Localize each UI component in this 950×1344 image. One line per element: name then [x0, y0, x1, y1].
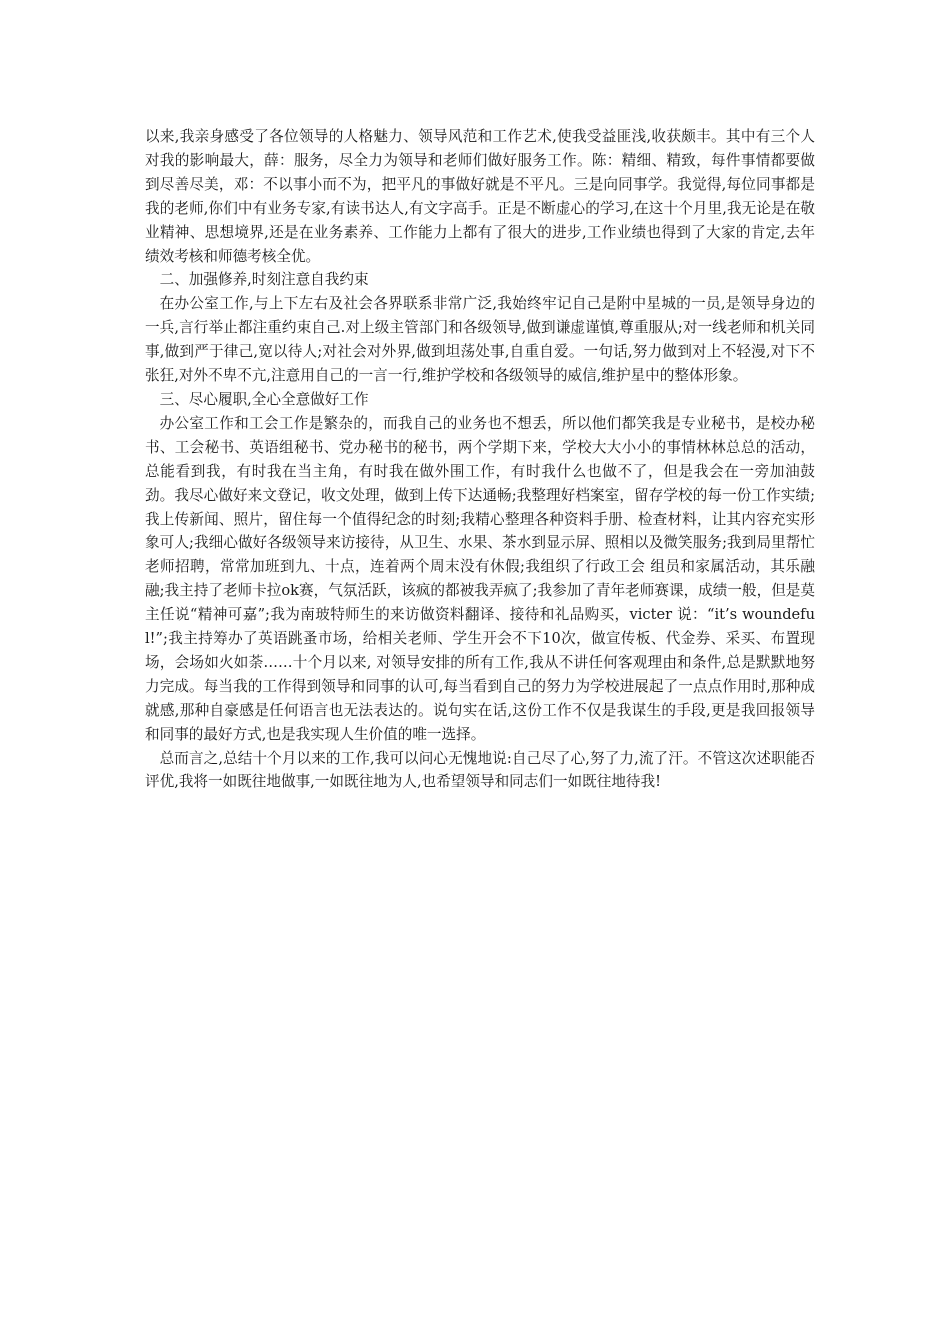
paragraph-self-discipline: 在办公室工作,与上下左右及社会各界联系非常广泛,我始终牢记自己是附中星城的一员,是领导身边的一兵,言行举止都注重约束自己.对上级主管部门和各级领导,做到谦虚谨慎,尊重服从;对一线老师和机关同事,做到严于律己,宽以待人;对社会对外界,做到坦荡处事,自重自爱。一句话,努力做到对上不轻漫,对下不张狂,对外不卑不亢,注意用自己的一言一行,维护学校和各级领导的威信,维护星中的整体形象。 — [145, 295, 815, 385]
paragraph-conclusion: 总而言之,总结十个月以来的工作,我可以问心无愧地说:自己尽了心,努了力,流了汗。不管这次述职能否评优,我将一如既往地做事,一如既往地为人,也希望领导和同志们一如既往地待我! — [145, 749, 815, 791]
section-heading-3: 三、尽心履职,全心全意做好工作 — [159, 390, 369, 408]
paragraph-duties: 办公室工作和工会工作是繁杂的，而我自己的业务也不想丢，所以他们都笑我是专业秘书，是校办秘书、工会秘书、英语组秘书、党办秘书的秘书，两个学期下来，学校大大小小的事情林林总总的活动，总能看到我，有时我在当主角，有时我在做外围工作，有时我什么也做不了，但是我会在一旁加油鼓劲。我尽心做好来文登记，收文处理，做到上传下达通畅;我整理好档案室，留存学校的每一份工作实绩;我上传新闻、照片，留住每一个值得纪念的时刻;我精心整理各种资料手册、检查材料，让其内容充实形象可人;我细心做好各级领导来访接待，从卫生、水果、茶水到显示屏、照相以及微笑服务;我到局里帮忙老师招聘，常常加班到九、十点，连着两个周末没有休假;我组织了行政工会 组员和家属活动，其乐融融;我主持了老师卡拉ok赛，气氛活跃，该疯的都被我弄疯了;我参加了青年老师赛课，成绩一般，但是莫主任说“精神可嘉”;我为南玻特师生的来访做资料翻译、接待和礼品购买，victer 说：“it’s woundeful!”;我主持筹办了英语跳蚤市场，给相关老师、学生开会不下10次，做宣传板、代金券、采买、布置现场，会场如火如荼……十个月以来, 对领导安排的所有工作,我从不讲任何客观理由和条件,总是默默地努力完成。每当我的工作得到领导和同事的认可,每当看到自己的努力为学校进展起了一点点作用时,那种成就感,那种自豪感是任何语言也无法表达的。说句实在话,这份工作不仅是我谋生的手段,更是我回报领导和同事的最好方式,也是我实现人生价值的唯一选择。 — [145, 414, 815, 743]
section-heading-2: 二、加强修养,时刻注意自我约束 — [159, 271, 369, 289]
paragraph-learning-from-others: 以来,我亲身感受了各位领导的人格魅力、领导风范和工作艺术,使我受益匪浅,收获颇丰。其中有三个人对我的影响最大，薛：服务，尽全力为领导和老师们做好服务工作。陈：精细、精致，每件事情都要做到尽善尽美，邓：不以事小而不为，把平凡的事做好就是不平凡。三是向同事学。我觉得,每位同事都是我的老师,你们中有业务专家,有读书达人,有文字高手。正是不断虚心的学习,在这十个月里,我无论是在敬业精神、思想境界,还是在业务素养、工作能力上都有了很大的进步,工作业绩也得到了大家的肯定,去年绩效考核和师德考核全优。 — [145, 128, 815, 265]
document-page — [145, 125, 815, 794]
